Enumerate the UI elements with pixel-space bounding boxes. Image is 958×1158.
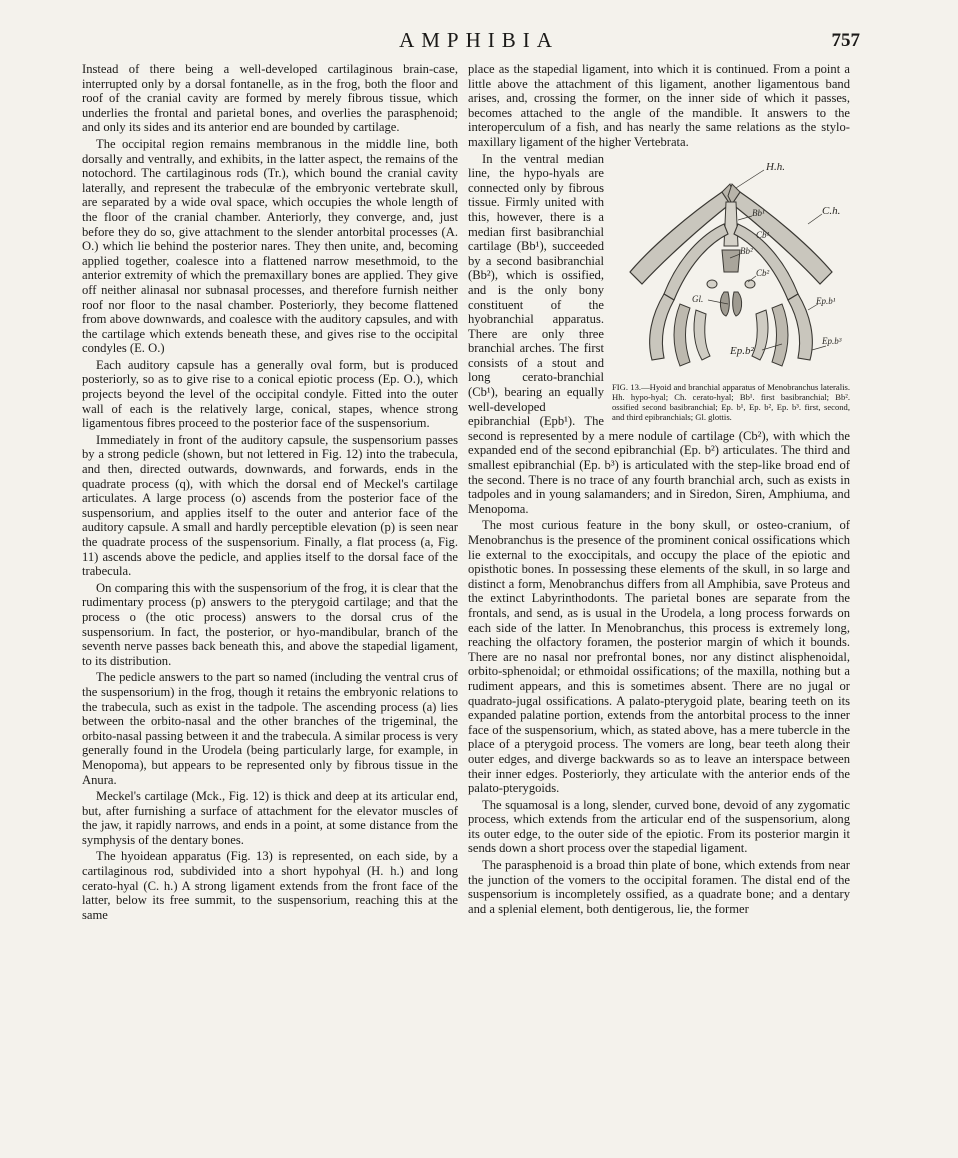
figure-caption: FIG. 13.—Hyoid and branchial apparatus of Menobranchus lateralis. Hh. hypo-hyal; Ch. cerato-hyal; Bb¹. first basibranchial; Bb². ossified second basibranchial; Ep. b¹, Ep. b², Ep. b³. first, second, and third epibranchials; Gl. glottis. [612, 381, 850, 422]
paragraph: The parasphenoid is a broad thin plate of bone, which extends from near the junction of the vomers to the occipital foramen. The distal end of the suspensorium is incompletely ossified, as a quadrate bone; and a dentary and a splenial element, both dentigerous, lie, the former [468, 858, 850, 916]
paragraph: On comparing this with the suspensorium of the frog, it is clear that the rudimentary process (p) answers to the pterygoid cartilage; and that the process o (the otic process) answers to the dorsal crus of the suspensorium. In fact, the posterior, or hyo-mandibular, branch of the seventh nerve passes back beneath this, and above the stapedial ligament, to its distribution. [82, 580, 458, 668]
right-column [468, 62, 850, 1142]
page-header [0, 28, 958, 56]
paragraph: The occipital region remains membranous in the middle line, both dorsally and ventrally, and exhibits, in the latter aspect, the remains of the notochord. The cartilaginous rods (Tr.), which bound the cranial cavity laterally, and represent the trabeculæ of the embryonic vertebrate skull, are separated by a wide oval space, which occupies the whole length of the floor of the cranial chamber. Anteriorly, they converge, and, just before they do so, give attachment to the slender antorbital processes (A. O.) which lie behind the posterior nares. They then unite, and, becoming applied together, coalesce into a flattened narrow mesethmoid, to the anterior extremity of which the premaxillary bones are applied. They give off neither alinasal nor subnasal processes, and therefore furnish neither roof nor floor to the nasal chamber. Posteriorly, they become flattened from above downwards, and coalesce with the auditory capsules, and with the cartilage which extends beneath these, and gives rise to the occipital condyles (E. O.) [82, 136, 458, 356]
label-cerato-hyal: C.h. [822, 204, 841, 217]
page-number: 757 [831, 30, 860, 51]
hyoid-apparatus-illustration [612, 154, 850, 380]
label-hypo-hyal: H.h. [766, 160, 785, 173]
label-epibranchial-2: Ep.b² [730, 344, 754, 357]
label-glottis: Gl. [692, 293, 704, 304]
label-epibranchial-3: Ep.b³ [822, 335, 842, 346]
label-epibranchial-1: Ep.b¹ [816, 295, 836, 306]
paragraph: Each auditory capsule has a generally oval form, but is produced posteriorly, so as to give rise to a conical epiotic process (Ep. O.), which projects beyond the level of the occipital condyle. Fitted into the outer wall of each is the relatively large, conical, stapes, whence strong ligamentous fibres proceed to the posterior face of the suspensorium. [82, 357, 458, 431]
paragraph: The pedicle answers to the part so named (including the ventral crus of the suspensorium) in the frog, though it retains the embryonic relations to the trabecula, such as exist in the tadpole. The ascending process (a) lies between the orbito-nasal and the other branches of the trigeminal, the orbito-nasal passing between it and the trabecula. A similar process is very generally found in the Urodela (being particularly large, for example, in Menopoma), but appears to be represented only by fibrous tissue in the Anura. [82, 670, 458, 787]
paragraph: Instead of there being a well-developed cartilaginous brain-case, interrupted only by a dorsal fontanelle, as in the frog, both the floor and roof of the cranial cavity are formed by merely fibrous tissue, which underlies the frontal and parietal bones, and overlies the parasphenoid; and only its sides and its anterior end are bounded by cartilage. [82, 62, 458, 135]
paragraph: The squamosal is a long, slender, curved bone, devoid of any zygomatic process, which extends from the articular end of the suspensorium, along its outer edge, to the outer side of the epiotic. From its posterior margin it sends down a short process over the stapedial ligament. [468, 797, 850, 856]
label-cerato-branchial-1: Cb¹ [756, 229, 770, 240]
figure-13 [612, 154, 850, 424]
label-cerato-branchial-2: Cb² [756, 267, 770, 278]
paragraph: Meckel's cartilage (Mck., Fig. 12) is thick and deep at its articular end, but, after furnishing a surface of attachment for the elevator muscles of the jaw, it rapidly narrows, and ends in a point, at some distance from the symphysis of the dentary bones. [82, 789, 458, 847]
label-basibranchial-2: Bb² [740, 245, 753, 256]
running-head: AMPHIBIA [399, 28, 559, 52]
paragraph: Immediately in front of the auditory capsule, the suspensorium passes by a strong pedicle (shown, but not lettered in Fig. 12) into the trabecula, and then, directed outwards, downwards, and forwards, ends in the quadrate process (q), with which the dorsal end of Meckel's cartilage articulates. A large process (o) ascends from the posterior face of the suspensorium, and applies itself to the outer and anterior face of the auditory capsule. A small and hardly perceptible elevation (p) is seen near the quadrate process of the suspensorium. Finally, a flat process (a, Fig. 11) ascends above the pedicle, and applies itself to the dorsal face of the trabecula. [82, 432, 458, 579]
left-column [82, 62, 458, 1142]
paragraph: place as the stapedial ligament, into which it is continued. From a point a little above the attachment of this ligament, another ligamentous band arises, and, crossing the former, on the inner side of which it passes, becomes attached to the angle of the mandible. It answers to the interoperculum of a fish, and has nearly the same relations as the stylo-maxillary ligament of the higher Vertebrata. [468, 62, 850, 149]
paragraph: In the ventral median line, the hypo-hyals are connected only by fibrous tissue. Firmly united with this, however, there is a median first basibranchial cartilage (Bb¹), succeeded by a second basibranchial (Bb²), which is ossified, and is the only bony constituent of the hyobranchial apparatus. There are only three branchial arches. The first consists of a stout and long cerato-branchial (Cb¹), bearing an equally well-developed epibranchial (Epb¹). The second is represented by a mere nodule of cartilage (Cb²), with which the expanded end of the second epibranchial (Ep. b²) articulates. The third and smallest epibranchial (Ep. b³) is articulated with the step-like broad end of the second. There is no trace of any fourth branchial arch, such as exists in tadpoles and in young salamanders; and in Siredon, Siren, Amphiuma, and Menopoma. [468, 151, 850, 516]
label-basibranchial-1: Bb¹ [752, 207, 765, 218]
paragraph: The hyoidean apparatus (Fig. 13) is represented, on each side, by a cartilaginous rod, subdivided into a short hypohyal (H. h.) and long cerato-hyal (C. h.) A strong ligament extends from the front face of the latter, below its free summit, to the suspensorium, reaching this at the same [82, 849, 458, 922]
paragraph: The most curious feature in the bony skull, or osteo-cranium, of Menobranchus is the presence of the prominent conical ossifications which lie external to the exoccipitals, and occupy the place of the epiotic and opisthotic bones. In possessing these elements of the skull, in so large and distinct a form, Menobranchus differs from all Amphibia, save Proteus and the extinct Labyrinthodonts. The parietal bones are separate from the frontals, and send, as is usual in the Urodela, a long process forwards on each side of the latter. In Menobranchus, this process is extremely long, reaching the olfactory foramen, the posterior margin of which it bounds. There are no nasal nor prefrontal bones, nor any distinct alisphenoidal, orbito-sphenoidal; or ethmoidal ossifications; of the maxilla, nothing but a rudiment appears, and this is sometimes absent. There are no jugal or quadrato-jugal ossifications. A palato-pterygoid plate, bearing teeth on its expanded palatine portion, extends from the antorbital process to the inner face of the suspensorium, which, as stated above, has a mere tubercle in the place of a pterygoid process. The vomers are long, bear teeth along their outer edges, and diverge backwards so as to leave an interspace between their inner edges. Posteriorly, they articulate with the anterior ends of the palato-pterygoids. [468, 518, 850, 796]
